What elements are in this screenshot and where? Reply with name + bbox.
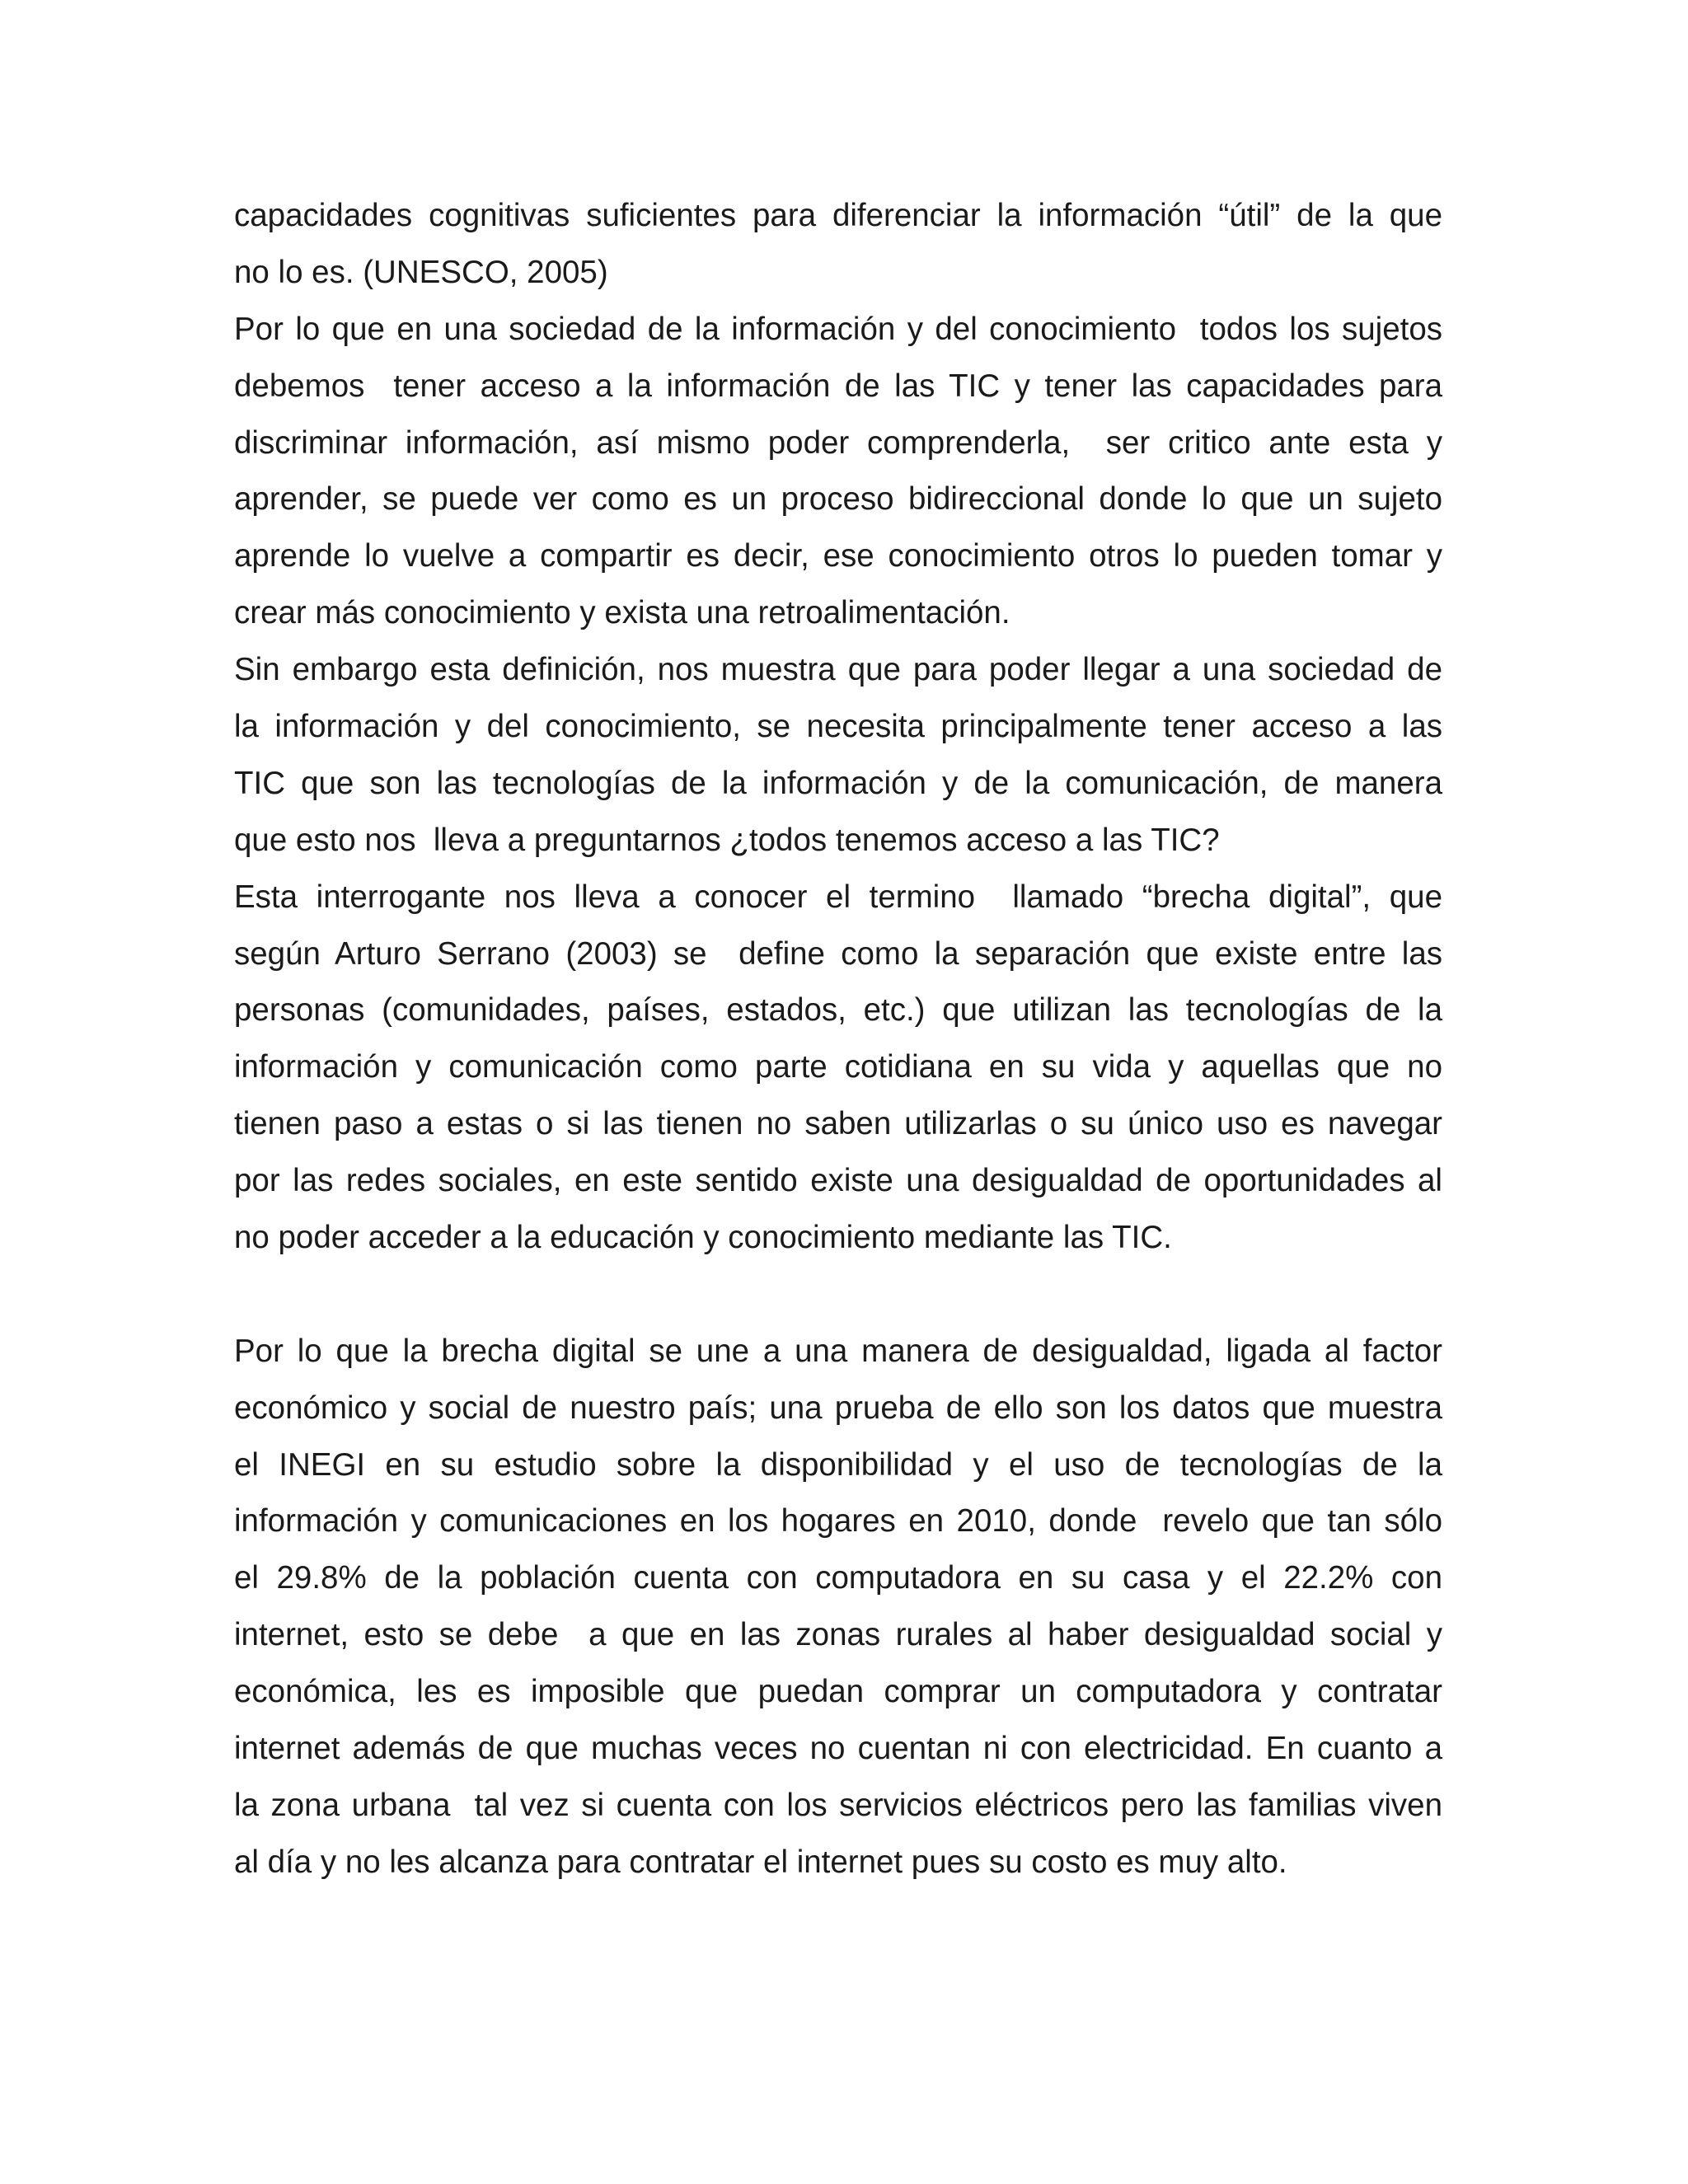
text-line: la información y del conocimiento, se necesita principalmente tener acceso a las bbox=[234, 709, 1442, 745]
text-line: que esto nos lleva a preguntarnos ¿todos tenemos acceso a las TIC? bbox=[234, 822, 1220, 858]
text-line: internet además de que muchas veces no cuentan ni con electricidad. En cuanto a bbox=[234, 1731, 1442, 1767]
text-line: el 29.8% de la población cuenta con computadora en su casa y el 22.2% con bbox=[234, 1560, 1442, 1596]
text-line: Sin embargo esta definición, nos muestra que para poder llegar a una sociedad de bbox=[234, 652, 1442, 688]
text-line: Por lo que en una sociedad de la información y del conocimiento todos los sujetos bbox=[234, 311, 1442, 347]
text-line: capacidades cognitivas suficientes para diferenciar la información “útil” de la que bbox=[234, 198, 1442, 233]
paragraph-spacer bbox=[234, 1267, 1442, 1324]
paragraph-brecha-digital bbox=[234, 869, 1442, 1267]
text-line: el INEGI en su estudio sobre la disponibilidad y el uso de tecnologías de la bbox=[234, 1446, 1442, 1483]
text-line: tienen paso a estas o si las tienen no saben utilizarlas o su único uso es navegar bbox=[234, 1106, 1442, 1142]
text-line: debemos tener acceso a la información de las TIC y tener las capacidades para bbox=[234, 368, 1442, 404]
paragraph-desigualdad-inegi bbox=[234, 1324, 1442, 1891]
text-line: según Arturo Serrano (2003) se define como la separación que existe entre las bbox=[234, 935, 1442, 972]
text-line: información y comunicación como parte cotidiana en su vida y aquellas que no bbox=[234, 1049, 1442, 1085]
document-body bbox=[234, 188, 1442, 1891]
text-line: no lo es. (UNESCO, 2005) bbox=[234, 254, 608, 290]
paragraph-acceso-tic bbox=[234, 642, 1442, 869]
text-line: por las redes sociales, en este sentido existe una desigualdad de oportunidades al bbox=[234, 1163, 1442, 1199]
text-line: no poder acceder a la educación y conocimiento mediante las TIC. bbox=[234, 1220, 1172, 1256]
text-line: información y comunicaciones en los hogares en 2010, donde revelo que tan sólo bbox=[234, 1503, 1442, 1540]
text-line: Por lo que la brecha digital se une a una manera de desigualdad, ligada al factor bbox=[234, 1333, 1442, 1369]
text-line: Esta interrogante nos lleva a conocer el termino llamado “brecha digital”, que bbox=[234, 879, 1442, 915]
paragraph-sociedad-informacion bbox=[234, 302, 1442, 642]
text-line: aprende lo vuelve a compartir es decir, ese conocimiento otros lo pueden tomar y bbox=[234, 538, 1442, 574]
text-line: internet, esto se debe a que en las zonas rurales al haber desigualdad social y bbox=[234, 1617, 1442, 1653]
text-line: al día y no les alcanza para contratar el internet pues su costo es muy alto. bbox=[234, 1844, 1287, 1880]
text-line: personas (comunidades, países, estados, etc.) que utilizan las tecnologías de la bbox=[234, 992, 1442, 1029]
text-line: discriminar información, así mismo poder comprenderla, ser critico ante esta y bbox=[234, 424, 1442, 461]
text-line: económico y social de nuestro país; una prueba de ello son los datos que muestra bbox=[234, 1390, 1442, 1426]
text-line: aprender, se puede ver como es un proceso bidireccional donde lo que un sujeto bbox=[234, 481, 1442, 518]
text-line: económica, les es imposible que puedan comprar un computadora y contratar bbox=[234, 1674, 1442, 1710]
text-line: TIC que son las tecnologías de la información y de la comunicación, de manera bbox=[234, 765, 1442, 801]
text-line: la zona urbana tal vez si cuenta con los servicios eléctricos pero las familias viven bbox=[234, 1787, 1442, 1823]
paragraph-unesco bbox=[234, 188, 1442, 302]
text-line: crear más conocimiento y exista una retroalimentación. bbox=[234, 595, 1010, 631]
